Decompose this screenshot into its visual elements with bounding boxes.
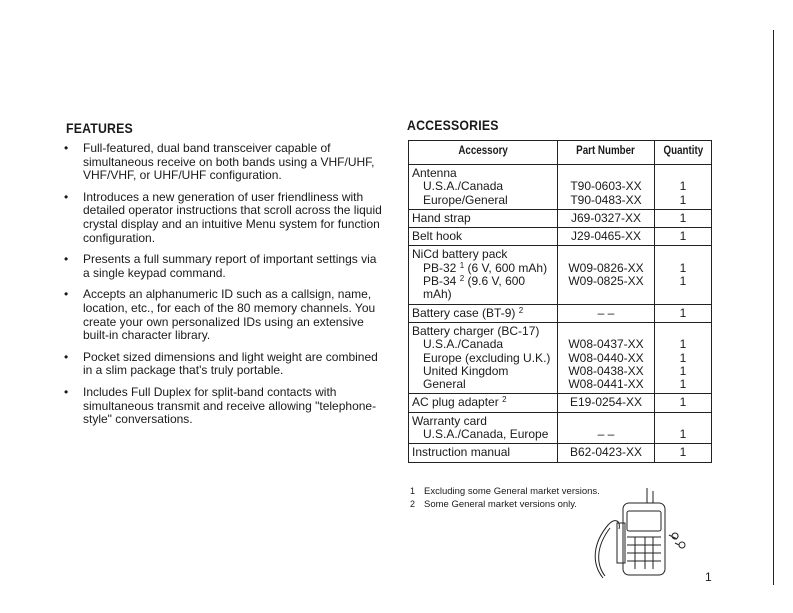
part-number: W09-0826-XX [568, 260, 644, 275]
accessory-cell [409, 304, 558, 322]
column-header-accessory: Accessory [409, 141, 558, 165]
variant-spec: (9.6 V, 600 mAh) [423, 274, 526, 302]
table-row [409, 412, 712, 444]
part-number: – – [597, 427, 615, 442]
accessories-table [408, 140, 712, 463]
accessory-variant [412, 275, 554, 302]
part-number-cell [558, 394, 655, 412]
column-header-quantity: Quantity [655, 141, 712, 165]
quantity: 1 [679, 260, 687, 275]
part-number: – – [597, 305, 615, 320]
quantity: 1 [679, 179, 687, 194]
table-row [409, 246, 712, 304]
accessory-variant [412, 428, 554, 441]
quantity: 1 [679, 337, 687, 352]
variant-label: U.S.A./Canada [423, 179, 504, 194]
accessory-variant [412, 194, 554, 207]
feature-item [62, 142, 382, 183]
variant-label: United Kingdom [423, 363, 509, 378]
feature-item [62, 386, 382, 427]
feature-text: Pocket sized dimensions and light weight are combined in a slim package that's truly portable. [83, 349, 378, 378]
quantity-cell [655, 412, 712, 444]
quantity: 1 [679, 305, 687, 320]
part-number-cell [558, 165, 655, 210]
quantity: 1 [679, 377, 687, 392]
column-header-part-number: Part Number [558, 141, 655, 165]
table-row [409, 322, 712, 393]
quantity: 1 [679, 445, 687, 460]
quantity-cell [655, 394, 712, 412]
accessory-name: Battery case (BT-9) [412, 305, 516, 320]
quantity-cell [655, 304, 712, 322]
part-number: W08-0441-XX [568, 377, 644, 392]
accessory-name: Belt hook [412, 229, 463, 244]
table-header-row [409, 141, 712, 165]
accessory-name: Warranty card [412, 413, 487, 428]
bullet-icon: • [64, 349, 69, 364]
accessories-heading: ACCESSORIES [407, 117, 499, 133]
part-number-cell [558, 209, 655, 227]
quantity: 1 [679, 274, 687, 289]
bullet-icon: • [64, 141, 69, 155]
accessories-table-body [409, 165, 712, 463]
quantity-cell [655, 209, 712, 227]
feature-text: Accepts an alphanumeric ID such as a callsign, name, location, etc., for each of the 80 memory channels. You create your own personalized IDs using an extensive built-in character library. [83, 287, 376, 343]
footnote-mark: 1 [410, 486, 416, 496]
part-number: E19-0254-XX [569, 395, 643, 410]
footnote [410, 485, 600, 498]
part-number-cell [558, 322, 655, 393]
footnote-ref: 1 [459, 260, 465, 270]
accessory-variant [412, 365, 554, 378]
variant-spec: (6 V, 600 mAh) [467, 260, 548, 275]
variant-label: U.S.A./Canada [423, 337, 504, 352]
accessory-name: NiCd battery pack [412, 247, 508, 262]
footnote-mark: 2 [410, 499, 416, 509]
accessory-variant [412, 338, 554, 351]
quantity-cell [655, 165, 712, 210]
part-number: W09-0825-XX [568, 274, 644, 289]
part-number-cell [558, 304, 655, 322]
footnote-ref: 2 [459, 274, 465, 284]
part-number: W08-0440-XX [568, 350, 644, 365]
table-row [409, 394, 712, 412]
part-number: J29-0465-XX [570, 229, 642, 244]
accessory-name: Instruction manual [412, 445, 511, 460]
footnote [410, 498, 600, 511]
part-number: W08-0438-XX [568, 363, 644, 378]
quantity: 1 [679, 210, 687, 225]
table-row [409, 444, 712, 462]
variant-label: Europe (excluding U.K.) [423, 350, 551, 365]
part-number: B62-0423-XX [569, 445, 643, 460]
part-number: W08-0437-XX [568, 337, 644, 352]
accessory-variant [412, 262, 554, 275]
quantity: 1 [679, 192, 687, 207]
feature-item [62, 253, 382, 280]
part-number-cell [558, 412, 655, 444]
accessory-cell [409, 165, 558, 210]
footnote-text: Excluding some General market versions. [424, 486, 600, 497]
variant-label: U.S.A./Canada, Europe [423, 427, 549, 442]
feature-item [62, 351, 382, 378]
bullet-icon: • [64, 189, 69, 204]
footnote-ref: 2 [518, 305, 524, 315]
feature-text: Includes Full Duplex for split-band contacts with simultaneous transmit and receive allowing "telephone-style" conversations. [83, 384, 377, 427]
radio-with-accessories-illustration [583, 483, 703, 583]
accessory-cell [409, 412, 558, 444]
quantity: 1 [679, 363, 687, 378]
variant-label: PB-32 [423, 260, 457, 275]
page-edge-rule [773, 30, 774, 585]
part-number: T90-0603-XX [570, 179, 642, 194]
accessory-name: Antenna [412, 166, 457, 180]
quantity-cell [655, 322, 712, 393]
accessory-cell [409, 228, 558, 246]
feature-text: Full-featured, dual band transceiver capable of simultaneous receive on both bands using a VHF/UHF, VHF/VHF, or UHF/UHF configuration. [83, 141, 375, 183]
quantity-cell [655, 246, 712, 304]
accessory-name: Battery charger (BC-17) [412, 323, 540, 338]
bullet-icon: • [64, 384, 69, 399]
features-list [62, 142, 382, 435]
quantity: 1 [679, 229, 687, 244]
part-number: J69-0327-XX [570, 210, 642, 225]
bullet-icon: • [64, 287, 69, 302]
features-heading: FEATURES [66, 120, 133, 136]
quantity-cell [655, 444, 712, 462]
feature-text: Introduces a new generation of user friendliness with detailed operator instructions that scroll across the liquid crystal display and an intuitive Menu system for function configuration. [83, 189, 382, 245]
quantity: 1 [679, 350, 687, 365]
accessory-cell [409, 209, 558, 227]
quantity: 1 [679, 427, 687, 442]
accessory-cell [409, 246, 558, 304]
variant-label: General [423, 377, 466, 392]
accessory-variant [412, 378, 554, 391]
accessory-name: AC plug adapter [412, 395, 499, 410]
footnote-ref: 2 [502, 395, 507, 405]
variant-label: Europe/General [423, 192, 508, 207]
table-row [409, 228, 712, 246]
part-number: T90-0483-XX [570, 192, 642, 207]
table-row [409, 304, 712, 322]
accessory-cell [409, 322, 558, 393]
accessory-cell [409, 444, 558, 462]
table-row [409, 209, 712, 227]
footnotes [410, 485, 600, 511]
accessory-variant [412, 180, 554, 193]
feature-text: Presents a full summary report of important settings via a single keypad command. [83, 252, 377, 280]
bullet-icon: • [64, 252, 69, 267]
page-number: 1 [705, 570, 712, 584]
variant-label: PB-34 [423, 274, 457, 289]
feature-item [62, 191, 382, 245]
part-number-cell [558, 444, 655, 462]
accessory-cell [409, 394, 558, 412]
accessory-name: Hand strap [412, 210, 471, 225]
quantity: 1 [679, 395, 687, 410]
table-row [409, 165, 712, 210]
part-number-cell [558, 246, 655, 304]
part-number-cell [558, 228, 655, 246]
accessory-variant [412, 352, 554, 365]
footnote-text: Some General market versions only. [424, 499, 577, 510]
feature-item [62, 288, 382, 342]
quantity-cell [655, 228, 712, 246]
